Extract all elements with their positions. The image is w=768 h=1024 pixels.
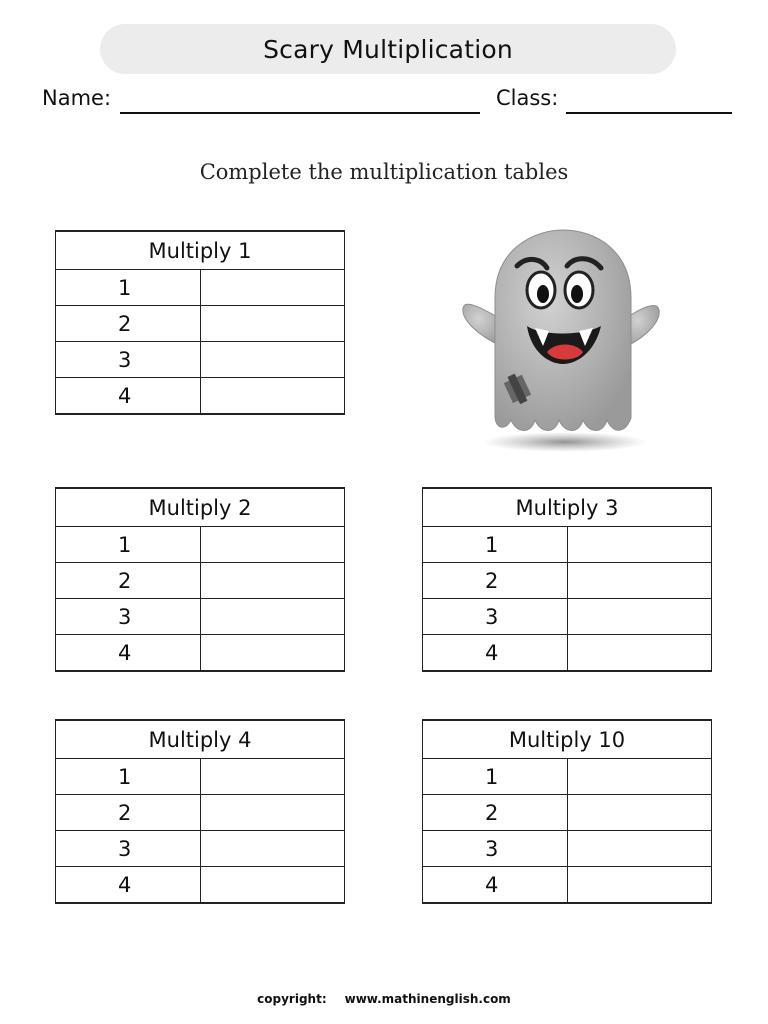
table-row [423, 563, 712, 599]
name-field[interactable] [120, 112, 480, 114]
answer-cell[interactable] [200, 635, 345, 672]
ghost-pupil [537, 285, 549, 303]
multiplier-cell: 2 [56, 563, 201, 599]
table-row [56, 795, 345, 831]
class-label: Class: [496, 86, 559, 110]
table-row [56, 306, 345, 342]
answer-cell[interactable] [200, 270, 345, 306]
table-row [56, 599, 345, 635]
answer-cell[interactable] [200, 867, 345, 904]
answer-cell[interactable] [567, 635, 712, 672]
answer-cell[interactable] [200, 306, 345, 342]
answer-cell[interactable] [200, 342, 345, 378]
table-row [56, 527, 345, 563]
multiplier-cell: 1 [423, 759, 568, 795]
copyright-label: copyright: [257, 992, 327, 1006]
multiply-table [55, 230, 345, 415]
multiplier-cell: 3 [56, 831, 201, 867]
table-row [56, 867, 345, 904]
answer-cell[interactable] [200, 527, 345, 563]
multiplier-cell: 3 [423, 599, 568, 635]
multiplier-cell: 4 [423, 635, 568, 672]
page-title: Scary Multiplication [263, 34, 513, 64]
multiplier-cell: 2 [56, 795, 201, 831]
table-header: Multiply 2 [56, 488, 345, 527]
answer-cell[interactable] [200, 378, 345, 415]
name-label: Name: [42, 86, 112, 110]
multiplier-cell: 4 [56, 867, 201, 904]
multiplier-cell: 4 [423, 867, 568, 904]
ghost-pupil [571, 285, 583, 303]
copyright-link[interactable]: www.mathinenglish.com [344, 992, 511, 1006]
class-field[interactable] [566, 112, 732, 114]
table-row [56, 378, 345, 415]
answer-cell[interactable] [200, 599, 345, 635]
multiply-table [55, 487, 345, 672]
instruction-text: Complete the multiplication tables [199, 160, 569, 184]
answer-cell[interactable] [567, 563, 712, 599]
answer-cell[interactable] [567, 795, 712, 831]
table-row [423, 599, 712, 635]
answer-cell[interactable] [200, 831, 345, 867]
table-row [423, 831, 712, 867]
ghost-icon [455, 228, 665, 458]
multiplier-cell: 1 [423, 527, 568, 563]
multiplier-cell: 1 [56, 759, 201, 795]
answer-cell[interactable] [567, 759, 712, 795]
table-row [423, 635, 712, 672]
multiply-table [55, 719, 345, 904]
table-header: Multiply 4 [56, 720, 345, 759]
table-row [423, 795, 712, 831]
table-row [423, 759, 712, 795]
answer-cell[interactable] [567, 599, 712, 635]
multiply-table [422, 487, 712, 672]
table-row [56, 831, 345, 867]
multiplier-cell: 4 [56, 635, 201, 672]
multiplier-cell: 4 [56, 378, 201, 415]
table-row [423, 867, 712, 904]
table-row [56, 270, 345, 306]
answer-cell[interactable] [567, 867, 712, 904]
table-header: Multiply 3 [423, 488, 712, 527]
answer-cell[interactable] [200, 759, 345, 795]
answer-cell[interactable] [567, 831, 712, 867]
multiplier-cell: 3 [56, 342, 201, 378]
table-row [56, 759, 345, 795]
multiplier-cell: 3 [423, 831, 568, 867]
multiplier-cell: 2 [423, 795, 568, 831]
multiplier-cell: 2 [56, 306, 201, 342]
answer-cell[interactable] [200, 795, 345, 831]
multiplier-cell: 1 [56, 527, 201, 563]
table-row [56, 563, 345, 599]
ghost-shadow [483, 432, 647, 452]
student-fields [42, 84, 742, 116]
answer-cell[interactable] [567, 527, 712, 563]
multiplier-cell: 1 [56, 270, 201, 306]
table-row [56, 342, 345, 378]
multiply-table [422, 719, 712, 904]
table-header: Multiply 1 [56, 231, 345, 270]
answer-cell[interactable] [200, 563, 345, 599]
table-header: Multiply 10 [423, 720, 712, 759]
multiplier-cell: 2 [423, 563, 568, 599]
table-row [423, 527, 712, 563]
table-row [56, 635, 345, 672]
title-banner [100, 24, 676, 74]
footer [0, 992, 768, 1006]
multiplier-cell: 3 [56, 599, 201, 635]
